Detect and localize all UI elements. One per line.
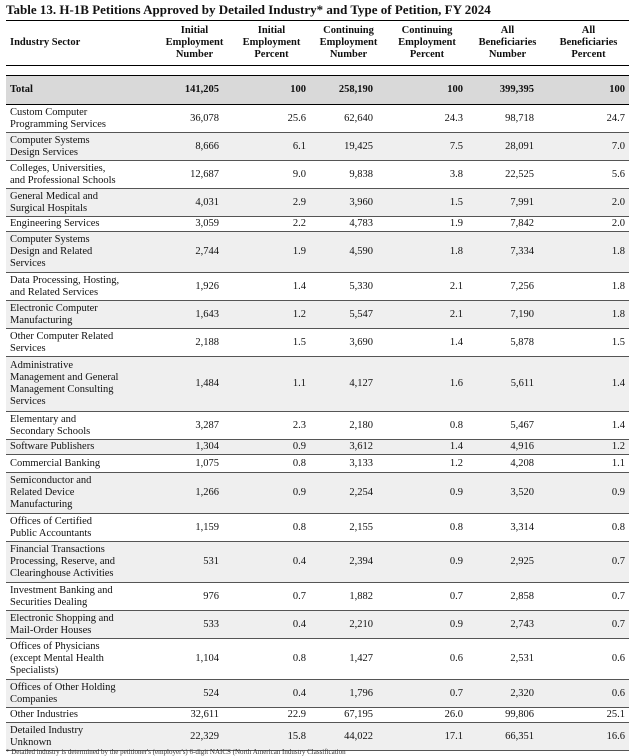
table-row bbox=[6, 161, 629, 189]
table-row bbox=[6, 514, 629, 542]
all-percent: 0.7 bbox=[548, 583, 629, 611]
continuing-percent: 17.1 bbox=[387, 723, 467, 751]
all-number: 5,611 bbox=[467, 357, 548, 412]
all-number: 2,743 bbox=[467, 611, 548, 639]
initial-number: 3,059 bbox=[156, 217, 233, 232]
initial-number: 36,078 bbox=[156, 105, 233, 133]
continuing-percent: 1.8 bbox=[387, 232, 467, 273]
industry-label: Electronic Shopping and Mail-Order Houses bbox=[6, 611, 156, 639]
continuing-percent: 26.0 bbox=[387, 708, 467, 723]
initial-percent: 1.4 bbox=[233, 273, 310, 301]
continuing-percent: 1.5 bbox=[387, 189, 467, 217]
table-row bbox=[6, 542, 629, 583]
all-percent: 16.6 bbox=[548, 723, 629, 751]
all-percent: 1.8 bbox=[548, 273, 629, 301]
initial-percent: 0.8 bbox=[233, 514, 310, 542]
all-percent: 1.4 bbox=[548, 357, 629, 412]
table-row bbox=[6, 412, 629, 440]
continuing-percent: 24.3 bbox=[387, 105, 467, 133]
continuing-number: 5,547 bbox=[310, 301, 387, 329]
all-number: 66,351 bbox=[467, 723, 548, 751]
initial-number: 2,744 bbox=[156, 232, 233, 273]
all-percent: 2.0 bbox=[548, 189, 629, 217]
table-row bbox=[6, 440, 629, 455]
table-row bbox=[6, 105, 629, 133]
continuing-number: 4,590 bbox=[310, 232, 387, 273]
initial-percent: 0.9 bbox=[233, 440, 310, 455]
table-row bbox=[6, 301, 629, 329]
table-row bbox=[6, 611, 629, 639]
continuing-number: 2,180 bbox=[310, 412, 387, 440]
total-all-percent: 100 bbox=[548, 76, 629, 105]
continuing-percent: 1.2 bbox=[387, 455, 467, 473]
initial-number: 1,075 bbox=[156, 455, 233, 473]
continuing-number: 2,155 bbox=[310, 514, 387, 542]
all-number: 7,256 bbox=[467, 273, 548, 301]
continuing-number: 1,882 bbox=[310, 583, 387, 611]
continuing-number: 5,330 bbox=[310, 273, 387, 301]
continuing-number: 4,783 bbox=[310, 217, 387, 232]
table-row bbox=[6, 723, 629, 751]
continuing-number: 44,022 bbox=[310, 723, 387, 751]
continuing-percent: 1.4 bbox=[387, 329, 467, 357]
initial-number: 4,031 bbox=[156, 189, 233, 217]
industry-label: General Medical and Surgical Hospitals bbox=[6, 189, 156, 217]
all-percent: 0.7 bbox=[548, 611, 629, 639]
industry-label: Detailed Industry Unknown bbox=[6, 723, 156, 751]
continuing-number: 4,127 bbox=[310, 357, 387, 412]
initial-percent: 2.2 bbox=[233, 217, 310, 232]
all-percent: 5.6 bbox=[548, 161, 629, 189]
initial-percent: 6.1 bbox=[233, 133, 310, 161]
petitions-table bbox=[6, 20, 629, 751]
initial-percent: 15.8 bbox=[233, 723, 310, 751]
table-row bbox=[6, 189, 629, 217]
table-row bbox=[6, 680, 629, 708]
continuing-number: 9,838 bbox=[310, 161, 387, 189]
all-percent: 1.1 bbox=[548, 455, 629, 473]
initial-number: 1,159 bbox=[156, 514, 233, 542]
all-number: 2,531 bbox=[467, 639, 548, 680]
all-number: 3,520 bbox=[467, 473, 548, 514]
all-number: 99,806 bbox=[467, 708, 548, 723]
industry-label: Offices of Other Holding Companies bbox=[6, 680, 156, 708]
initial-percent: 0.8 bbox=[233, 455, 310, 473]
table-row bbox=[6, 329, 629, 357]
initial-number: 531 bbox=[156, 542, 233, 583]
total-all-number: 399,395 bbox=[467, 76, 548, 105]
industry-label: Data Processing, Hosting, and Related Services bbox=[6, 273, 156, 301]
industry-label: Electronic Computer Manufacturing bbox=[6, 301, 156, 329]
industry-label: Commercial Banking bbox=[6, 455, 156, 473]
table-row bbox=[6, 708, 629, 723]
initial-percent: 2.3 bbox=[233, 412, 310, 440]
initial-number: 22,329 bbox=[156, 723, 233, 751]
table-row bbox=[6, 583, 629, 611]
total-label: Total bbox=[6, 76, 156, 105]
continuing-percent: 0.6 bbox=[387, 639, 467, 680]
initial-percent: 2.9 bbox=[233, 189, 310, 217]
continuing-percent: 0.8 bbox=[387, 412, 467, 440]
total-continuing-percent: 100 bbox=[387, 76, 467, 105]
all-percent: 25.1 bbox=[548, 708, 629, 723]
initial-number: 1,643 bbox=[156, 301, 233, 329]
all-number: 28,091 bbox=[467, 133, 548, 161]
header-continuing-number: Continuing Employment Number bbox=[310, 21, 387, 66]
industry-label: Offices of Certified Public Accountants bbox=[6, 514, 156, 542]
initial-number: 12,687 bbox=[156, 161, 233, 189]
industry-label: Software Publishers bbox=[6, 440, 156, 455]
header-row bbox=[6, 21, 629, 66]
industry-label: Elementary and Secondary Schools bbox=[6, 412, 156, 440]
all-percent: 1.5 bbox=[548, 329, 629, 357]
continuing-percent: 2.1 bbox=[387, 273, 467, 301]
initial-percent: 0.9 bbox=[233, 473, 310, 514]
initial-percent: 9.0 bbox=[233, 161, 310, 189]
continuing-percent: 0.8 bbox=[387, 514, 467, 542]
continuing-percent: 0.7 bbox=[387, 583, 467, 611]
continuing-percent: 1.6 bbox=[387, 357, 467, 412]
all-number: 5,878 bbox=[467, 329, 548, 357]
initial-number: 1,304 bbox=[156, 440, 233, 455]
all-number: 7,991 bbox=[467, 189, 548, 217]
all-number: 2,925 bbox=[467, 542, 548, 583]
initial-number: 1,266 bbox=[156, 473, 233, 514]
continuing-number: 1,796 bbox=[310, 680, 387, 708]
initial-number: 3,287 bbox=[156, 412, 233, 440]
continuing-number: 3,690 bbox=[310, 329, 387, 357]
table-row bbox=[6, 455, 629, 473]
all-number: 98,718 bbox=[467, 105, 548, 133]
total-row bbox=[6, 76, 629, 105]
all-percent: 0.9 bbox=[548, 473, 629, 514]
all-number: 4,916 bbox=[467, 440, 548, 455]
all-number: 3,314 bbox=[467, 514, 548, 542]
industry-label: Semiconductor and Related Device Manufacturing bbox=[6, 473, 156, 514]
continuing-number: 2,394 bbox=[310, 542, 387, 583]
continuing-number: 62,640 bbox=[310, 105, 387, 133]
initial-percent: 0.4 bbox=[233, 680, 310, 708]
continuing-number: 1,427 bbox=[310, 639, 387, 680]
industry-label: Financial Transactions Processing, Reserve, and Clearinghouse Activities bbox=[6, 542, 156, 583]
all-number: 22,525 bbox=[467, 161, 548, 189]
continuing-percent: 2.1 bbox=[387, 301, 467, 329]
initial-number: 976 bbox=[156, 583, 233, 611]
initial-number: 1,926 bbox=[156, 273, 233, 301]
table-row bbox=[6, 357, 629, 412]
all-percent: 1.8 bbox=[548, 301, 629, 329]
table-row bbox=[6, 639, 629, 680]
continuing-percent: 0.7 bbox=[387, 680, 467, 708]
all-number: 7,842 bbox=[467, 217, 548, 232]
initial-percent: 22.9 bbox=[233, 708, 310, 723]
industry-label: Colleges, Universities, and Professional Schools bbox=[6, 161, 156, 189]
continuing-percent: 1.9 bbox=[387, 217, 467, 232]
initial-percent: 25.6 bbox=[233, 105, 310, 133]
continuing-percent: 0.9 bbox=[387, 611, 467, 639]
spacer-row bbox=[6, 66, 629, 76]
all-percent: 24.7 bbox=[548, 105, 629, 133]
table-title: Table 13. H-1B Petitions Approved by Detailed Industry* and Type of Petition, FY 2024 bbox=[6, 2, 491, 17]
initial-number: 8,666 bbox=[156, 133, 233, 161]
header-initial-number: Initial Employment Number bbox=[156, 21, 233, 66]
initial-percent: 1.2 bbox=[233, 301, 310, 329]
all-percent: 0.6 bbox=[548, 639, 629, 680]
total-continuing-number: 258,190 bbox=[310, 76, 387, 105]
all-number: 4,208 bbox=[467, 455, 548, 473]
initial-number: 1,484 bbox=[156, 357, 233, 412]
all-percent: 0.8 bbox=[548, 514, 629, 542]
header-industry-sector: Industry Sector bbox=[6, 21, 156, 66]
all-percent: 1.8 bbox=[548, 232, 629, 273]
all-number: 7,190 bbox=[467, 301, 548, 329]
continuing-number: 2,210 bbox=[310, 611, 387, 639]
initial-number: 32,611 bbox=[156, 708, 233, 723]
continuing-number: 19,425 bbox=[310, 133, 387, 161]
initial-percent: 1.5 bbox=[233, 329, 310, 357]
industry-label: Computer Systems Design Services bbox=[6, 133, 156, 161]
continuing-percent: 7.5 bbox=[387, 133, 467, 161]
all-number: 2,320 bbox=[467, 680, 548, 708]
industry-label: Engineering Services bbox=[6, 217, 156, 232]
table-row bbox=[6, 273, 629, 301]
continuing-number: 3,612 bbox=[310, 440, 387, 455]
industry-label: Offices of Physicians (except Mental Health Specialists) bbox=[6, 639, 156, 680]
initial-number: 533 bbox=[156, 611, 233, 639]
header-continuing-percent: Continuing Employment Percent bbox=[387, 21, 467, 66]
header-initial-percent: Initial Employment Percent bbox=[233, 21, 310, 66]
total-initial-number: 141,205 bbox=[156, 76, 233, 105]
header-all-number: All Beneficiaries Number bbox=[467, 21, 548, 66]
continuing-number: 2,254 bbox=[310, 473, 387, 514]
all-percent: 0.7 bbox=[548, 542, 629, 583]
all-percent: 2.0 bbox=[548, 217, 629, 232]
initial-percent: 1.1 bbox=[233, 357, 310, 412]
industry-label: Computer Systems Design and Related Services bbox=[6, 232, 156, 273]
initial-percent: 0.8 bbox=[233, 639, 310, 680]
footnote: * Detailed industry is determined by the petitioner's (employer's) 6-digit NAICS (North American Industry Classification bbox=[6, 748, 346, 756]
initial-percent: 0.4 bbox=[233, 611, 310, 639]
table-row bbox=[6, 217, 629, 232]
all-percent: 1.4 bbox=[548, 412, 629, 440]
all-number: 5,467 bbox=[467, 412, 548, 440]
all-number: 2,858 bbox=[467, 583, 548, 611]
total-initial-percent: 100 bbox=[233, 76, 310, 105]
continuing-percent: 3.8 bbox=[387, 161, 467, 189]
continuing-percent: 0.9 bbox=[387, 542, 467, 583]
industry-label: Custom Computer Programming Services bbox=[6, 105, 156, 133]
continuing-percent: 1.4 bbox=[387, 440, 467, 455]
table-row bbox=[6, 133, 629, 161]
industry-label: Other Computer Related Services bbox=[6, 329, 156, 357]
initial-percent: 1.9 bbox=[233, 232, 310, 273]
all-percent: 0.6 bbox=[548, 680, 629, 708]
initial-number: 524 bbox=[156, 680, 233, 708]
continuing-number: 3,960 bbox=[310, 189, 387, 217]
table-row bbox=[6, 232, 629, 273]
industry-label: Other Industries bbox=[6, 708, 156, 723]
initial-number: 2,188 bbox=[156, 329, 233, 357]
table-row bbox=[6, 473, 629, 514]
initial-percent: 0.7 bbox=[233, 583, 310, 611]
initial-number: 1,104 bbox=[156, 639, 233, 680]
continuing-percent: 0.9 bbox=[387, 473, 467, 514]
all-percent: 7.0 bbox=[548, 133, 629, 161]
header-all-percent: All Beneficiaries Percent bbox=[548, 21, 629, 66]
initial-percent: 0.4 bbox=[233, 542, 310, 583]
continuing-number: 67,195 bbox=[310, 708, 387, 723]
industry-label: Administrative Management and General Management Consulting Services bbox=[6, 357, 156, 412]
all-percent: 1.2 bbox=[548, 440, 629, 455]
industry-label: Investment Banking and Securities Dealing bbox=[6, 583, 156, 611]
continuing-number: 3,133 bbox=[310, 455, 387, 473]
all-number: 7,334 bbox=[467, 232, 548, 273]
